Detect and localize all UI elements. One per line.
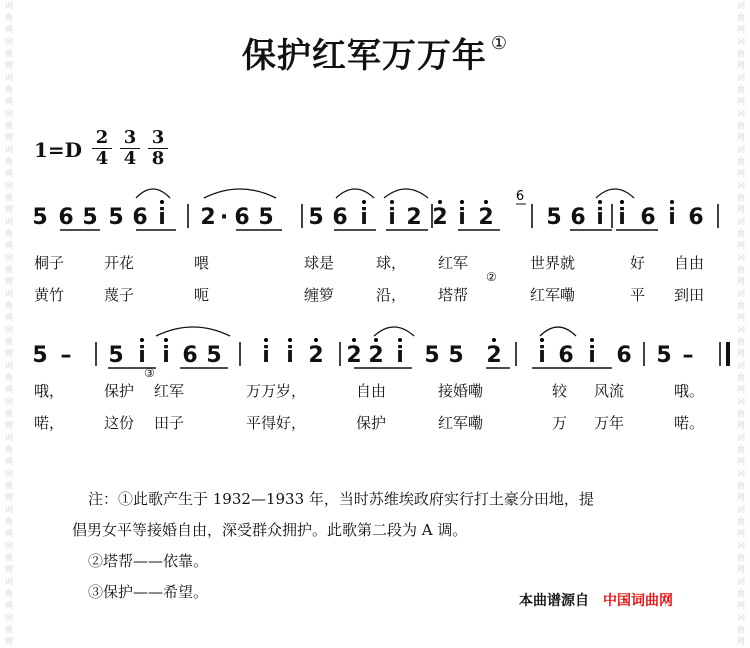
watermark-char: 曲 — [5, 625, 13, 634]
slur — [596, 189, 634, 198]
high-octave-dot — [314, 338, 318, 342]
note: · — [219, 205, 229, 230]
lyric-word: 红军 — [154, 382, 185, 400]
note: 6 — [640, 205, 656, 230]
note: 6 — [570, 205, 586, 230]
watermark-char: 曲 — [737, 337, 745, 346]
note: 6 — [688, 205, 704, 230]
note: 6 — [558, 343, 574, 368]
watermark-char: 网 — [737, 529, 745, 538]
watermark-char: 词 — [737, 397, 745, 406]
time-signature — [148, 128, 168, 169]
watermark-char: 网 — [737, 349, 745, 358]
watermark-char: 词 — [737, 469, 745, 478]
watermark-char: 网 — [737, 385, 745, 394]
lyric-word: 万万岁， — [246, 382, 307, 400]
note: 5 — [82, 205, 98, 230]
music-staff-line-1 — [0, 180, 750, 240]
watermark-char: 曲 — [737, 13, 745, 22]
watermark-char: 词 — [737, 1, 745, 10]
grace-note: 6 — [515, 189, 525, 204]
watermark-char: 网 — [737, 97, 745, 106]
watermark-char: 词 — [5, 469, 13, 478]
watermark-char: 曲 — [5, 553, 13, 562]
note: i — [668, 205, 676, 230]
lyric-word: 哦， — [34, 382, 65, 400]
watermark-char: 网 — [5, 169, 13, 178]
watermark-char: 词 — [737, 541, 745, 550]
note: 5 — [32, 343, 48, 368]
time-sig-bottom: 4 — [123, 148, 137, 169]
high-octave-dot — [362, 200, 366, 204]
song-title — [0, 28, 750, 77]
note: 2 — [368, 343, 384, 368]
slur — [374, 327, 414, 336]
lyrics-line2-verse1 — [34, 366, 724, 404]
note: 5 — [424, 343, 440, 368]
note: 2 — [346, 343, 362, 368]
watermark-char: 词 — [737, 181, 745, 190]
watermark-char: 词 — [5, 397, 13, 406]
watermark-char: 曲 — [737, 193, 745, 202]
note: i — [596, 205, 604, 230]
watermark-char: 词 — [737, 505, 745, 514]
watermark-char: 词 — [5, 325, 13, 334]
note: i — [458, 205, 466, 230]
high-octave-dot — [288, 338, 292, 342]
high-octave-dot — [398, 338, 402, 342]
note: i — [162, 343, 170, 368]
time-sig-top: 3 — [120, 128, 140, 149]
note: 6 — [182, 343, 198, 368]
note: 5 — [656, 343, 672, 368]
time-signature — [92, 128, 112, 169]
note: 5 — [308, 205, 324, 230]
watermark-char: 词 — [5, 217, 13, 226]
watermark-char: 网 — [5, 25, 13, 34]
lyric-word: 喏， — [34, 414, 65, 432]
note: 5 — [206, 343, 222, 368]
watermark-char: 网 — [5, 277, 13, 286]
lyric-word: 球， — [376, 254, 407, 272]
watermark-char: 词 — [5, 181, 13, 190]
watermark-char: 曲 — [5, 445, 13, 454]
watermark-char: 网 — [5, 61, 13, 70]
time-sig-bottom: 4 — [95, 148, 109, 169]
note: 6 — [332, 205, 348, 230]
watermark-char: 网 — [5, 205, 13, 214]
watermark-char: 词 — [737, 253, 745, 262]
footnote-1-line-2: 倡男女平等接婚自由，深受群众拥护。此歌第二段为 A 调。 — [72, 521, 468, 539]
watermark-char: 词 — [5, 37, 13, 46]
watermark-char: 词 — [737, 73, 745, 82]
watermark-char: 网 — [5, 97, 13, 106]
source-label: 本曲谱源自 — [519, 593, 589, 609]
watermark-char: 曲 — [737, 589, 745, 598]
watermark-char: 曲 — [737, 265, 745, 274]
watermark-char: 网 — [5, 457, 13, 466]
title-footnote-mark: ① — [490, 33, 509, 54]
watermark-char: 词 — [5, 289, 13, 298]
watermark-char: 曲 — [5, 517, 13, 526]
watermark-char: 曲 — [737, 373, 745, 382]
note: i — [262, 343, 270, 368]
high-octave-dot — [460, 200, 464, 204]
watermark-char: 曲 — [737, 157, 745, 166]
watermark-char: 网 — [5, 637, 13, 646]
watermark-char: 网 — [5, 349, 13, 358]
lyric-word: 蔑子 — [104, 286, 135, 304]
note: 5 — [258, 205, 274, 230]
watermark-char: 曲 — [5, 373, 13, 382]
note: i — [360, 205, 368, 230]
key-signature: 1=D — [34, 138, 83, 162]
watermark-char: 曲 — [5, 49, 13, 58]
lyric-word: 哦。 — [674, 382, 705, 400]
watermark-char: 词 — [737, 433, 745, 442]
note: 5 — [108, 205, 124, 230]
watermark-char: 曲 — [5, 85, 13, 94]
watermark-char: 网 — [737, 493, 745, 502]
lyric-word: 塔帮 — [438, 286, 469, 304]
slur — [336, 189, 374, 198]
note: i — [396, 343, 404, 368]
watermark-char: 词 — [5, 1, 13, 10]
note: i — [618, 205, 626, 230]
lyric-word: 田子 — [154, 414, 185, 432]
title-text: 保护红军万万年 — [241, 36, 487, 76]
watermark-char: 曲 — [5, 265, 13, 274]
watermark-char: 网 — [5, 421, 13, 430]
watermark-char: 词 — [737, 37, 745, 46]
watermark-char: 词 — [5, 145, 13, 154]
watermark-char: 曲 — [737, 49, 745, 58]
note: – — [60, 343, 72, 368]
watermark-char: 网 — [5, 385, 13, 394]
music-staff-line-2 — [0, 318, 750, 378]
watermark-char: 曲 — [5, 229, 13, 238]
note: 6 — [616, 343, 632, 368]
watermark-char: 曲 — [5, 337, 13, 346]
note: 5 — [32, 205, 48, 230]
watermark-char: 曲 — [737, 409, 745, 418]
watermark-char: 网 — [737, 25, 745, 34]
watermark-char: 网 — [5, 565, 13, 574]
slur — [136, 189, 170, 198]
lyric-word: 球是 — [304, 254, 335, 272]
watermark-char: 曲 — [737, 517, 745, 526]
high-octave-dot — [590, 338, 594, 342]
lyric-word: 呃 — [194, 286, 210, 304]
watermark-char: 词 — [5, 613, 13, 622]
note: 5 — [108, 343, 124, 368]
time-sig-bottom: 8 — [151, 148, 165, 169]
watermark-char: 词 — [5, 505, 13, 514]
watermark-char: 网 — [737, 61, 745, 70]
watermark-char: 网 — [5, 493, 13, 502]
source-site: 中国词曲网 — [603, 593, 673, 609]
watermark-char: 词 — [737, 361, 745, 370]
watermark-char: 网 — [737, 565, 745, 574]
watermark-char: 词 — [737, 289, 745, 298]
watermark-char: 词 — [5, 109, 13, 118]
watermark-char: 曲 — [5, 301, 13, 310]
note: – — [682, 343, 694, 368]
time-sig-top: 3 — [148, 128, 168, 149]
footnote-3: ③保护——希望。 — [88, 583, 209, 601]
watermark-char: 网 — [5, 241, 13, 250]
watermark-char: 曲 — [737, 553, 745, 562]
lyric-word: 黄竹 — [34, 286, 65, 304]
high-octave-dot — [390, 200, 394, 204]
note: 2 — [406, 205, 422, 230]
high-octave-dot — [438, 200, 442, 204]
watermark-char: 网 — [737, 277, 745, 286]
watermark-char: 词 — [5, 541, 13, 550]
high-octave-dot — [598, 200, 602, 204]
watermark-char: 词 — [737, 325, 745, 334]
lyric-word: 红军 — [438, 254, 469, 272]
watermark-char: 曲 — [737, 229, 745, 238]
lyrics-line1-verse2 — [34, 270, 724, 308]
high-octave-dot — [620, 200, 624, 204]
note: 2 — [308, 343, 324, 368]
note: i — [588, 343, 596, 368]
note: 5 — [448, 343, 464, 368]
watermark-char: 网 — [737, 205, 745, 214]
watermark-char: 网 — [737, 421, 745, 430]
watermark-char: 网 — [737, 457, 745, 466]
lyric-word: 这份 — [104, 414, 135, 432]
watermark-char: 网 — [5, 601, 13, 610]
note: i — [388, 205, 396, 230]
note: i — [138, 343, 146, 368]
note: 6 — [234, 205, 250, 230]
lyric-word: 缠箩 — [304, 286, 335, 304]
lyric-word: 自由 — [674, 254, 705, 272]
high-octave-dot — [492, 338, 496, 342]
watermark-char: 词 — [5, 433, 13, 442]
lyric-word: 沿， — [376, 286, 407, 304]
watermark-char: 词 — [737, 109, 745, 118]
watermark-char: 曲 — [737, 301, 745, 310]
watermark-char: 曲 — [737, 481, 745, 490]
lyric-word: 平 — [630, 286, 646, 304]
slur — [540, 327, 576, 336]
high-octave-dot — [140, 338, 144, 342]
watermark-char: 网 — [737, 133, 745, 142]
watermark-char: 曲 — [737, 445, 745, 454]
lyric-word: 开花 — [104, 254, 135, 272]
lyric-word: 万年 — [594, 414, 625, 432]
lyrics-line2-verse2 — [34, 412, 724, 436]
watermark-char: 词 — [737, 145, 745, 154]
watermark-char: 词 — [737, 577, 745, 586]
high-octave-dot — [540, 338, 544, 342]
lyric-word: 桐子 — [34, 254, 65, 272]
watermark-char: 词 — [5, 73, 13, 82]
watermark-char: 曲 — [5, 409, 13, 418]
watermark-char: 词 — [737, 613, 745, 622]
watermark-char: 曲 — [737, 85, 745, 94]
lyric-word: 接婚嘞 — [438, 382, 484, 400]
lyric-word: 风流 — [594, 382, 625, 400]
note: i — [538, 343, 546, 368]
watermark-char: 网 — [5, 133, 13, 142]
annotation-mark: ③ — [144, 366, 155, 380]
watermark-char: 曲 — [5, 193, 13, 202]
watermark-char: 网 — [5, 313, 13, 322]
footnote-2: ②塔帮——依靠。 — [88, 552, 209, 570]
watermark-char: 词 — [737, 217, 745, 226]
lyric-word: 喏。 — [674, 414, 705, 432]
footnote-1-line-1: 注：①此歌产生于 1932—1933 年，当时苏维埃政府实行打土豪分田地，提 — [88, 490, 594, 508]
source-credit — [519, 590, 673, 610]
watermark-char: 曲 — [5, 13, 13, 22]
high-octave-dot — [374, 338, 378, 342]
watermark-char: 网 — [5, 529, 13, 538]
high-octave-dot — [164, 338, 168, 342]
lyric-word: 世界就 — [530, 254, 576, 272]
note: 2 — [478, 205, 494, 230]
lyric-word: 好 — [630, 254, 646, 272]
lyric-word: 保护 — [104, 382, 135, 400]
slur — [384, 189, 428, 198]
note: i — [158, 205, 166, 230]
lyric-word: 万 — [552, 414, 568, 432]
watermark-char: 词 — [5, 361, 13, 370]
watermark-char: 曲 — [737, 625, 745, 634]
watermark-char: 网 — [737, 169, 745, 178]
high-octave-dot — [484, 200, 488, 204]
slur — [156, 327, 230, 336]
lyric-word: 到田 — [674, 286, 705, 304]
lyric-word: 平得好， — [246, 414, 307, 432]
time-signature — [120, 128, 140, 169]
watermark-char: 词 — [5, 577, 13, 586]
note: i — [286, 343, 294, 368]
watermark-char: 曲 — [5, 481, 13, 490]
lyric-word: 较 — [552, 382, 568, 400]
note: 5 — [546, 205, 562, 230]
lyric-word: 自由 — [356, 382, 387, 400]
lyric-word: 喂 — [194, 254, 210, 272]
lyrics-line1-verse1 — [34, 252, 724, 276]
watermark-char: 网 — [737, 241, 745, 250]
note: 6 — [132, 205, 148, 230]
watermark-char: 曲 — [5, 121, 13, 130]
time-sig-top: 2 — [92, 128, 112, 149]
watermark-char: 网 — [737, 637, 745, 646]
high-octave-dot — [352, 338, 356, 342]
watermark-char: 曲 — [5, 157, 13, 166]
lyric-word: 红军嘞 — [438, 414, 484, 432]
annotation-mark: ② — [486, 270, 497, 284]
watermark-char: 曲 — [5, 589, 13, 598]
watermark-char: 曲 — [737, 121, 745, 130]
note: 2 — [200, 205, 216, 230]
high-octave-dot — [670, 200, 674, 204]
note: 2 — [486, 343, 502, 368]
watermark-char: 网 — [737, 313, 745, 322]
lyric-word: 保护 — [356, 414, 387, 432]
lyric-word: 红军嘞 — [530, 286, 576, 304]
watermark-char: 词 — [5, 253, 13, 262]
high-octave-dot — [160, 200, 164, 204]
note: 6 — [58, 205, 74, 230]
watermark-char: 网 — [737, 601, 745, 610]
slur — [204, 189, 276, 198]
note: 2 — [432, 205, 448, 230]
high-octave-dot — [264, 338, 268, 342]
